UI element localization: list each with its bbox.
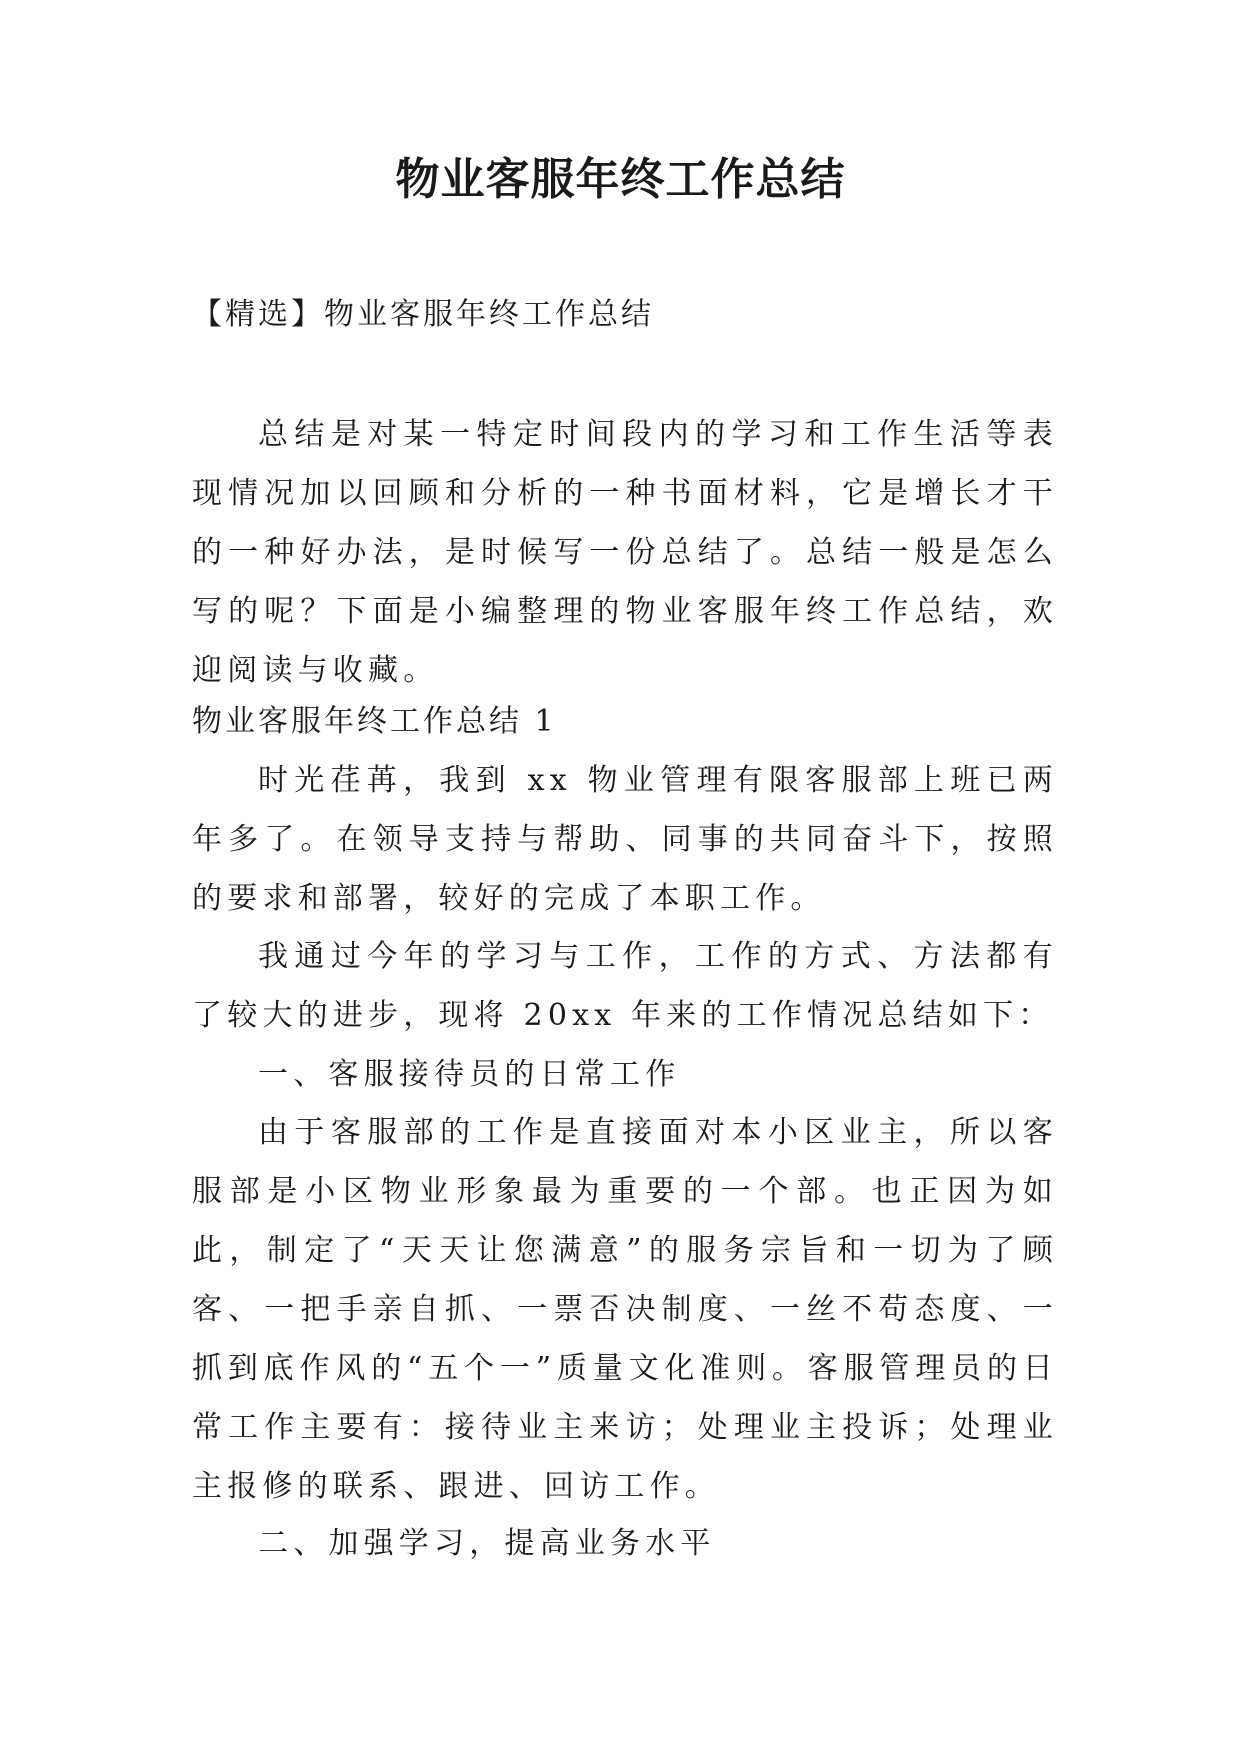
body-paragraph: 我通过今年的学习与工作，工作的方式、方法都有了较大的进步，现将 20xx 年来的工作情况总结如下：	[192, 939, 1058, 1033]
document-subtitle: 【精选】物业客服年终工作总结	[192, 297, 654, 332]
section-title: 物业客服年终工作总结 1	[192, 704, 557, 739]
section-heading: 二、加强学习，提高业务水平	[258, 1526, 716, 1561]
section-heading: 一、客服接待员的日常工作	[258, 1057, 681, 1092]
intro-paragraph: 总结是对某一特定时间段内的学习和工作生活等表现情况加以回顾和分析的一种书面材料，它是增长才干的一种好办法，是时候写一份总结了。总结一般是怎么写的呢？下面是小编整理的物业客服年终工作总结，欢迎阅读与收藏。	[192, 417, 1058, 688]
document-title: 物业客服年终工作总结	[395, 154, 846, 205]
body-paragraph: 由于客服部的工作是直接面对本小区业主，所以客服部是小区物业形象最为重要的一个部。也正因为如此，制定了“天天让您满意”的服务宗旨和一切为了顾客、一把手亲自抓、一票否决制度、一丝不苟态度、一抓到底作风的“五个一”质量文化准则。客服管理员的日常工作主要有：接待业主来访；处理业主投诉；处理业主报修的联系、跟进、回访工作。	[192, 1115, 1058, 1504]
body-paragraph: 时光荏苒，我到 xx 物业管理有限客服部上班已两年多了。在领导支持与帮助、同事的共同奋斗下，按照的要求和部署，较好的完成了本职工作。	[192, 763, 1058, 916]
